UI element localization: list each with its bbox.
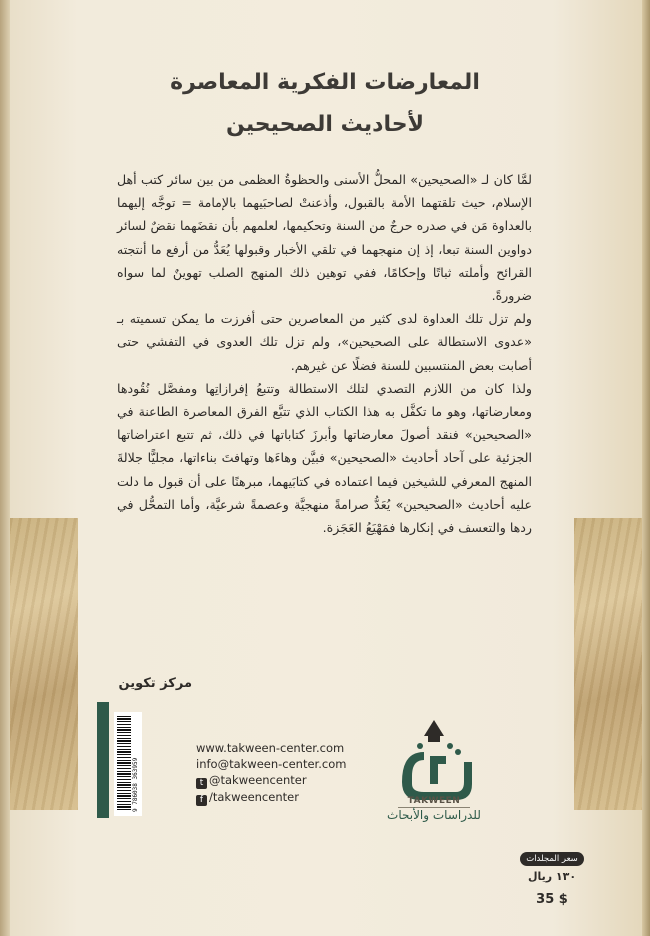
barcode-number: 9 786038 363959 [132, 757, 139, 812]
logo-latin-text: TAKWEEN [407, 796, 461, 806]
isbn-barcode [114, 712, 142, 816]
price-usd: 35 $ [536, 892, 568, 907]
decorative-wood-photo-right [574, 518, 642, 810]
facebook-handle: /takweencenter [209, 790, 299, 804]
facebook-row[interactable] [196, 789, 376, 806]
cover-left-edge [0, 0, 10, 936]
book-title-line1: المعارضات الفكرية المعاصرة [170, 70, 480, 95]
publisher-signature: مركز تكوين [118, 676, 192, 691]
cover-right-edge [642, 0, 650, 936]
blurb-paragraph-3: ولذا كان من اللازم التصدي لتلك الاستطالة وتتبعُ إفرازاتِها ومفصَّل نُقُودها ومعارضاتها، وهو ما تكفَّل به هذا الكتاب الذي تتبَّع الفرق المعاصرة الطاعنة في «الصحيحين» فنقد أصولَ معارضاتها وأبرزَ كتاباتها في ذلك، ثم تتبع اعتراضاتها الجزئية على آحاد أحاديث «الصحيحين» فبيَّن وهاءَها وتهافتَ بناءاتها، مجليًّا جلالةَ المنهج المعرفي للشيخين فيما اعتماده في كتابَيهما، مبرهنًا على أن قبول ما دلت عليه أحاديث «الصحيحين» يُعَدُّ صرامةً منهجيَّة وعصمةً شرعيَّة، وأما التمحُّل في ردها والتعسف في إنكارها فمَهْيَعُ العَجَزة. [117, 380, 532, 536]
twitter-handle: @takweencenter [209, 773, 307, 787]
website-link[interactable]: www.takween-center.com [196, 741, 345, 755]
blurb-paragraph-2: ولم تزل تلك العداوة لدى كثير من المعاصرين حتى أفرزت ما يمكن تسميته بـ «عدوى الاستطالة على الصحيحين»، ولم تزل تلك العدوى في التفشي حتى أصابت بعض المنتسبين للسنة فضلًا عن غيرهم. [117, 311, 532, 373]
blurb-paragraph-1: لمَّا كان لـ «الصحيحين» المحلُّ الأسنى والحظوةُ العظمى من بين سائر كتب أهل الإسلام، حيث تلقتهما الأمة بالقبول، وأذعنتْ لصاحبَيهما بالإمامة = توجَّه إليهما بالعداوة مَن في صدره حرجٌ من السنة وتحكيمها، لعلمهم بأن نقضَهما نقضٌ لسائر دواوين السنة تبعا، إذ إن منهجهما في تلقي الأخبار وقبولها يُعَدُّ من أرفع ما أنتجته القرائح وأملته ثباتًا وإحكامًا، ففي توهين ذلك المنهج الصلب تهوينٌ لما سواه ضرورةً. [117, 172, 532, 304]
email-link[interactable]: info@takween-center.com [196, 757, 347, 771]
contact-info [196, 740, 376, 806]
price-badge: سعر المجلدات [520, 852, 584, 866]
price-sar: ١٣٠ ريال [527, 870, 577, 883]
book-title-line2: لأحاديث الصحيحين [226, 112, 424, 137]
decorative-wood-photo-left [10, 518, 78, 810]
facebook-icon: f [196, 795, 207, 806]
twitter-row[interactable] [196, 772, 376, 789]
twitter-icon: t [196, 778, 207, 789]
green-accent-bar [97, 702, 109, 818]
logo-subtitle: للدراسات والأبحاث [387, 808, 481, 822]
blurb-text [117, 168, 532, 539]
barcode-bars [117, 716, 131, 812]
